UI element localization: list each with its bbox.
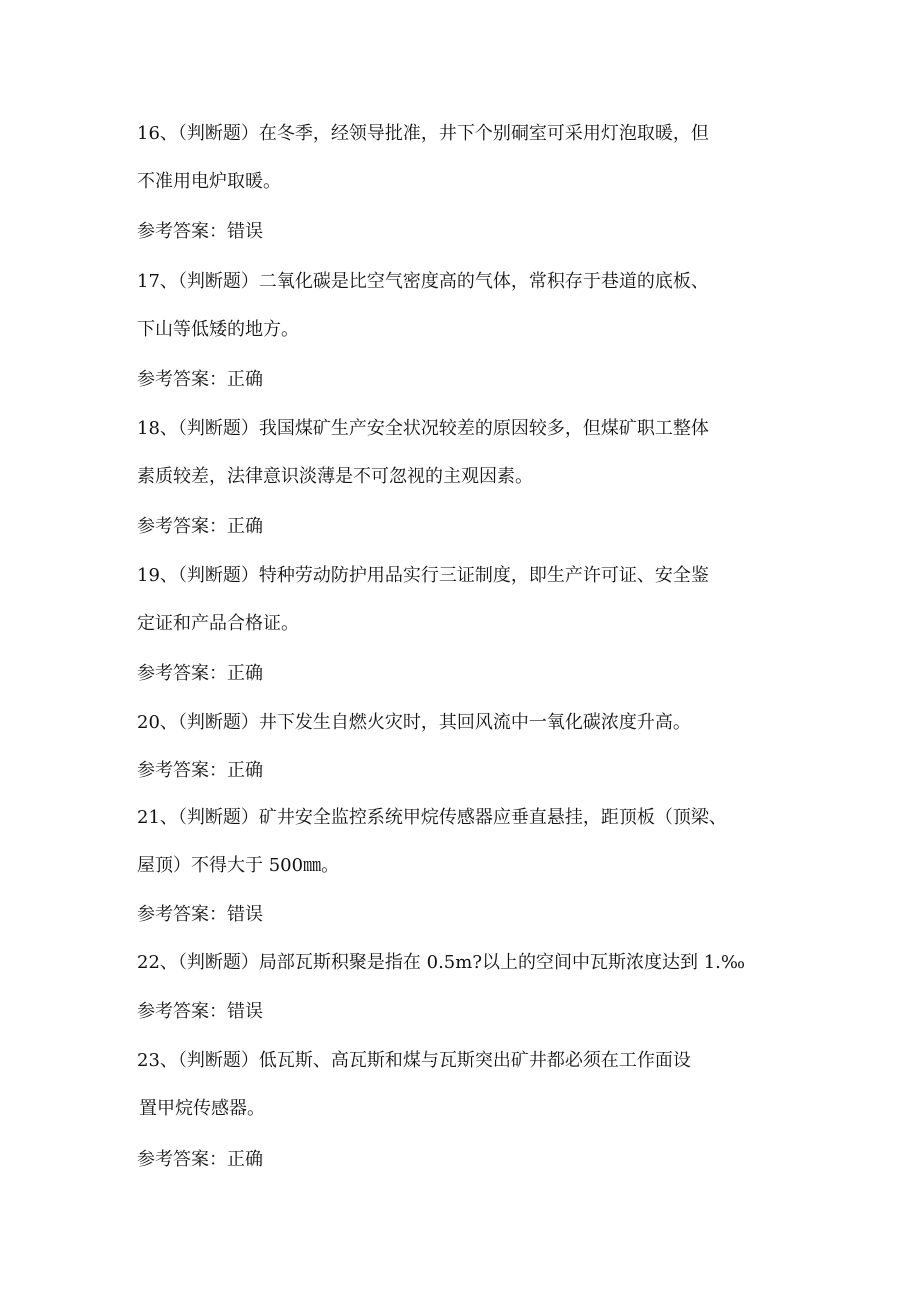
question-text-line: 下山等低矮的地方。 — [137, 319, 299, 340]
answer-19: 参考答案：正确 — [137, 663, 263, 684]
question-text-line: 定证和产品合格证。 — [137, 613, 299, 634]
question-text-line: 22、（判断题）局部瓦斯积聚是指在 0.5m?以上的空间中瓦斯浓度达到 1.‰ — [137, 952, 746, 973]
question-text-line: 19、（判断题）特种劳动防护用品实行三证制度，即生产许可证、安全鉴 — [137, 565, 709, 586]
question-17 — [137, 258, 797, 354]
question-text-line: 17、（判断题）二氧化碳是比空气密度高的气体，常积存于巷道的底板、 — [137, 271, 709, 292]
answer-18: 参考答案：正确 — [137, 516, 263, 537]
answer-21: 参考答案：错误 — [137, 904, 263, 925]
question-20 — [137, 699, 797, 747]
question-text-line: 素质较差，法律意识淡薄是不可忽视的主观因素。 — [137, 466, 533, 487]
question-text-line: 21、（判断题）矿井安全监控系统甲烷传感器应垂直悬挂，距顶板（顶梁、 — [137, 807, 727, 828]
question-text-line: 置甲烷传感器。 — [139, 1098, 265, 1119]
question-text-line: 20、（判断题）井下发生自燃火灾时，其回风流中一氧化碳浓度升高。 — [137, 712, 691, 733]
answer-16: 参考答案：错误 — [137, 221, 263, 242]
question-16 — [137, 110, 797, 206]
question-22 — [137, 939, 797, 987]
question-18 — [137, 405, 797, 501]
question-text-line: 23、（判断题）低瓦斯、高瓦斯和煤与瓦斯突出矿井都必须在工作面设 — [137, 1050, 691, 1071]
question-19 — [137, 552, 797, 648]
question-23 — [137, 1037, 797, 1133]
answer-23: 参考答案：正确 — [137, 1149, 263, 1170]
answer-22: 参考答案：错误 — [137, 1001, 263, 1022]
question-21 — [137, 794, 797, 890]
question-text-line: 18、（判断题）我国煤矿生产安全状况较差的原因较多，但煤矿职工整体 — [137, 418, 709, 439]
answer-20: 参考答案：正确 — [137, 760, 263, 781]
question-text-line: 16、（判断题）在冬季，经领导批准，井下个别硐室可采用灯泡取暖，但 — [137, 123, 709, 144]
question-text-line: 屋顶）不得大于 500㎜。 — [137, 855, 340, 876]
answer-17: 参考答案：正确 — [137, 369, 263, 390]
question-text-line: 不准用电炉取暖。 — [137, 171, 281, 192]
